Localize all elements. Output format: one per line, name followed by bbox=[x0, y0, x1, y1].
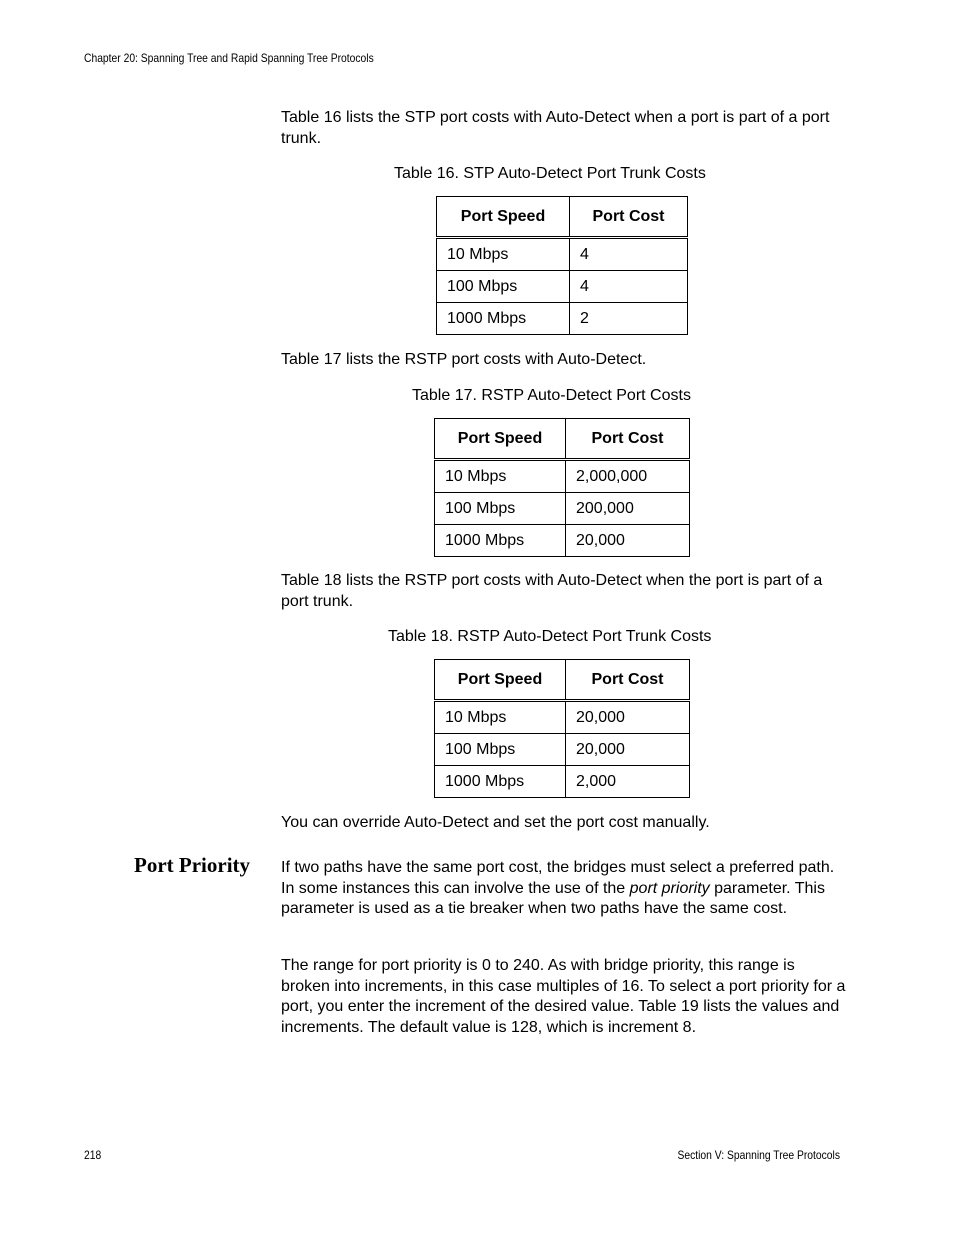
column-header: Port Speed bbox=[437, 197, 570, 238]
table-17-intro: Table 17 lists the RSTP port costs with Auto-Detect. bbox=[281, 351, 647, 368]
override-note: You can override Auto-Detect and set the port cost manually. bbox=[281, 814, 710, 831]
table-cell: 100 Mbps bbox=[435, 493, 566, 525]
page-number: 218 bbox=[84, 1148, 102, 1162]
table-cell: 1000 Mbps bbox=[435, 525, 566, 557]
table-cell: 1000 Mbps bbox=[437, 303, 570, 335]
table-17-caption: Table 17. RSTP Auto-Detect Port Costs bbox=[412, 387, 691, 404]
port-priority-paragraph-2: The range for port priority is 0 to 240. As with bridge priority, this range is broken into increments, in this case multiples of 16. To select a port priority for a port, you enter the increment of the desired value. Table 19 lists the values and increments. The default value is 128, which is increment 8. bbox=[281, 957, 846, 1036]
port-priority-paragraph-1 bbox=[281, 858, 847, 920]
table-16-caption: Table 16. STP Auto-Detect Port Trunk Costs bbox=[394, 165, 706, 182]
paragraph-text: parameter. This parameter is used as a tie breaker when two paths have the same cost. bbox=[281, 879, 825, 917]
table-cell: 4 bbox=[570, 271, 688, 303]
table-cell: 10 Mbps bbox=[435, 701, 566, 734]
table-row bbox=[435, 701, 690, 734]
column-header: Port Cost bbox=[566, 660, 690, 701]
column-header: Port Speed bbox=[435, 419, 566, 460]
table-16 bbox=[436, 196, 688, 335]
table-cell: 10 Mbps bbox=[437, 238, 570, 271]
table-cell: 20,000 bbox=[566, 525, 690, 557]
column-header: Port Cost bbox=[566, 419, 690, 460]
table-cell: 2 bbox=[570, 303, 688, 335]
column-header: Port Speed bbox=[435, 660, 566, 701]
table-row bbox=[437, 238, 688, 271]
table-row bbox=[437, 303, 688, 335]
table-header-row bbox=[437, 197, 688, 238]
running-footer: Section V: Spanning Tree Protocols bbox=[677, 1148, 840, 1162]
table-cell: 20,000 bbox=[566, 734, 690, 766]
table-cell: 100 Mbps bbox=[437, 271, 570, 303]
table-row bbox=[435, 525, 690, 557]
running-header: Chapter 20: Spanning Tree and Rapid Spanning Tree Protocols bbox=[84, 51, 374, 65]
table-cell: 100 Mbps bbox=[435, 734, 566, 766]
table-18-intro: Table 18 lists the RSTP port costs with Auto-Detect when the port is part of a port trunk. bbox=[281, 572, 823, 610]
paragraph-text: If two paths have the same port cost, the bridges must select a preferred path. In some instances this can involve the use of the bbox=[281, 859, 835, 897]
table-row bbox=[435, 766, 690, 798]
table-cell: 2,000 bbox=[566, 766, 690, 798]
table-cell: 200,000 bbox=[566, 493, 690, 525]
table-16-intro: Table 16 lists the STP port costs with Auto-Detect when a port is part of a port trunk. bbox=[281, 109, 830, 147]
table-cell: 10 Mbps bbox=[435, 460, 566, 493]
table-cell: 2,000,000 bbox=[566, 460, 690, 493]
table-18 bbox=[434, 659, 690, 798]
table-cell: 1000 Mbps bbox=[435, 766, 566, 798]
section-heading: Port Priority bbox=[134, 853, 251, 877]
table-cell: 20,000 bbox=[566, 701, 690, 734]
table-row bbox=[435, 493, 690, 525]
table-row bbox=[435, 734, 690, 766]
column-header: Port Cost bbox=[570, 197, 688, 238]
table-header-row bbox=[435, 419, 690, 460]
table-row bbox=[435, 460, 690, 493]
table-header-row bbox=[435, 660, 690, 701]
emphasized-term: port priority bbox=[629, 879, 710, 897]
table-17 bbox=[434, 418, 690, 557]
table-cell: 4 bbox=[570, 238, 688, 271]
table-18-caption: Table 18. RSTP Auto-Detect Port Trunk Costs bbox=[388, 628, 712, 645]
table-row bbox=[437, 271, 688, 303]
